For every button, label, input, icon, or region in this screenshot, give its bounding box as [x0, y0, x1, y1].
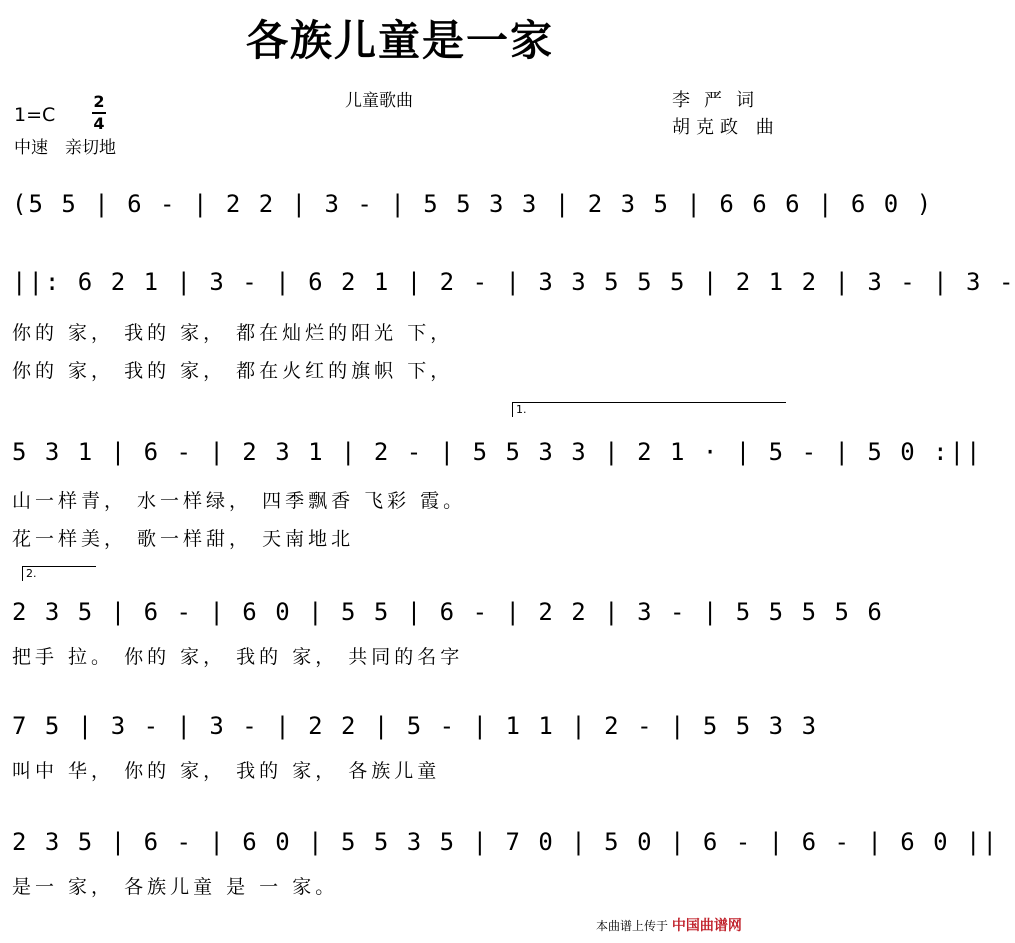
- notes-line: 2 3 5 | 6 - | 6 0 | 5 5 | 6 - | 2 2 | 3 - | 5 5 5 5 6: [12, 598, 884, 626]
- footer-text: 本曲谱上传于: [596, 919, 669, 933]
- site-logo[interactable]: 中国曲谱网: [671, 918, 742, 934]
- first-ending-bracket: 1.: [512, 402, 786, 417]
- notes-line: (5 5 | 6 - | 2 2 | 3 - | 5 5 3 3 | 2 3 5 | 6 6 6 | 6 0 ): [12, 190, 934, 218]
- time-signature: [92, 92, 106, 134]
- lyric-verse-1: 山一样青， 水一样绿， 四季飘香 飞彩 霞。: [12, 490, 467, 512]
- second-ending-bracket: 2.: [22, 566, 96, 581]
- song-genre: 儿童歌曲: [345, 91, 413, 111]
- lyric-verse-1: 把手 拉。 你的 家， 我的 家， 共同的名字: [12, 646, 464, 668]
- song-title: 各族儿童是一家: [245, 16, 554, 65]
- time-bottom: 4: [93, 114, 105, 133]
- notes-line: 2 3 5 | 6 - | 6 0 | 5 5 3 5 | 7 0 | 5 0 | 6 - | 6 - | 6 0 ||: [12, 828, 999, 856]
- lyric-verse-2: 你的 家， 我的 家， 都在火红的旗帜 下，: [12, 360, 454, 382]
- time-top: 2: [93, 92, 105, 111]
- key-signature: 1=C: [14, 104, 56, 126]
- notes-line: ||: 6 2 1 | 3 - | 6 2 1 | 2 - | 3 3 5 5 5 | 2 1 2 | 3 - | 3 -: [12, 268, 1015, 296]
- tempo-marking: 中速 亲切地: [14, 138, 116, 158]
- notes-line: 7 5 | 3 - | 3 - | 2 2 | 5 - | 1 1 | 2 - | 5 5 3 3: [12, 712, 819, 740]
- composer-credit: 胡克政 曲: [672, 117, 780, 138]
- notes-line: 5 3 1 | 6 - | 2 3 1 | 2 - | 5 5 3 3 | 2 1 · | 5 - | 5 0 :||: [12, 438, 983, 466]
- lyric-verse-2: 花一样美， 歌一样甜， 天南地北: [12, 528, 355, 550]
- lyric-verse-1: 你的 家， 我的 家， 都在灿烂的阳光 下，: [12, 322, 454, 344]
- upload-footer: [596, 915, 742, 935]
- lyricist-credit: 李严词: [672, 90, 768, 111]
- lyric-verse-1: 叫中 华， 你的 家， 我的 家， 各族儿童: [12, 760, 441, 782]
- lyric-verse-1: 是一 家， 各族儿童 是 一 家。: [12, 876, 339, 898]
